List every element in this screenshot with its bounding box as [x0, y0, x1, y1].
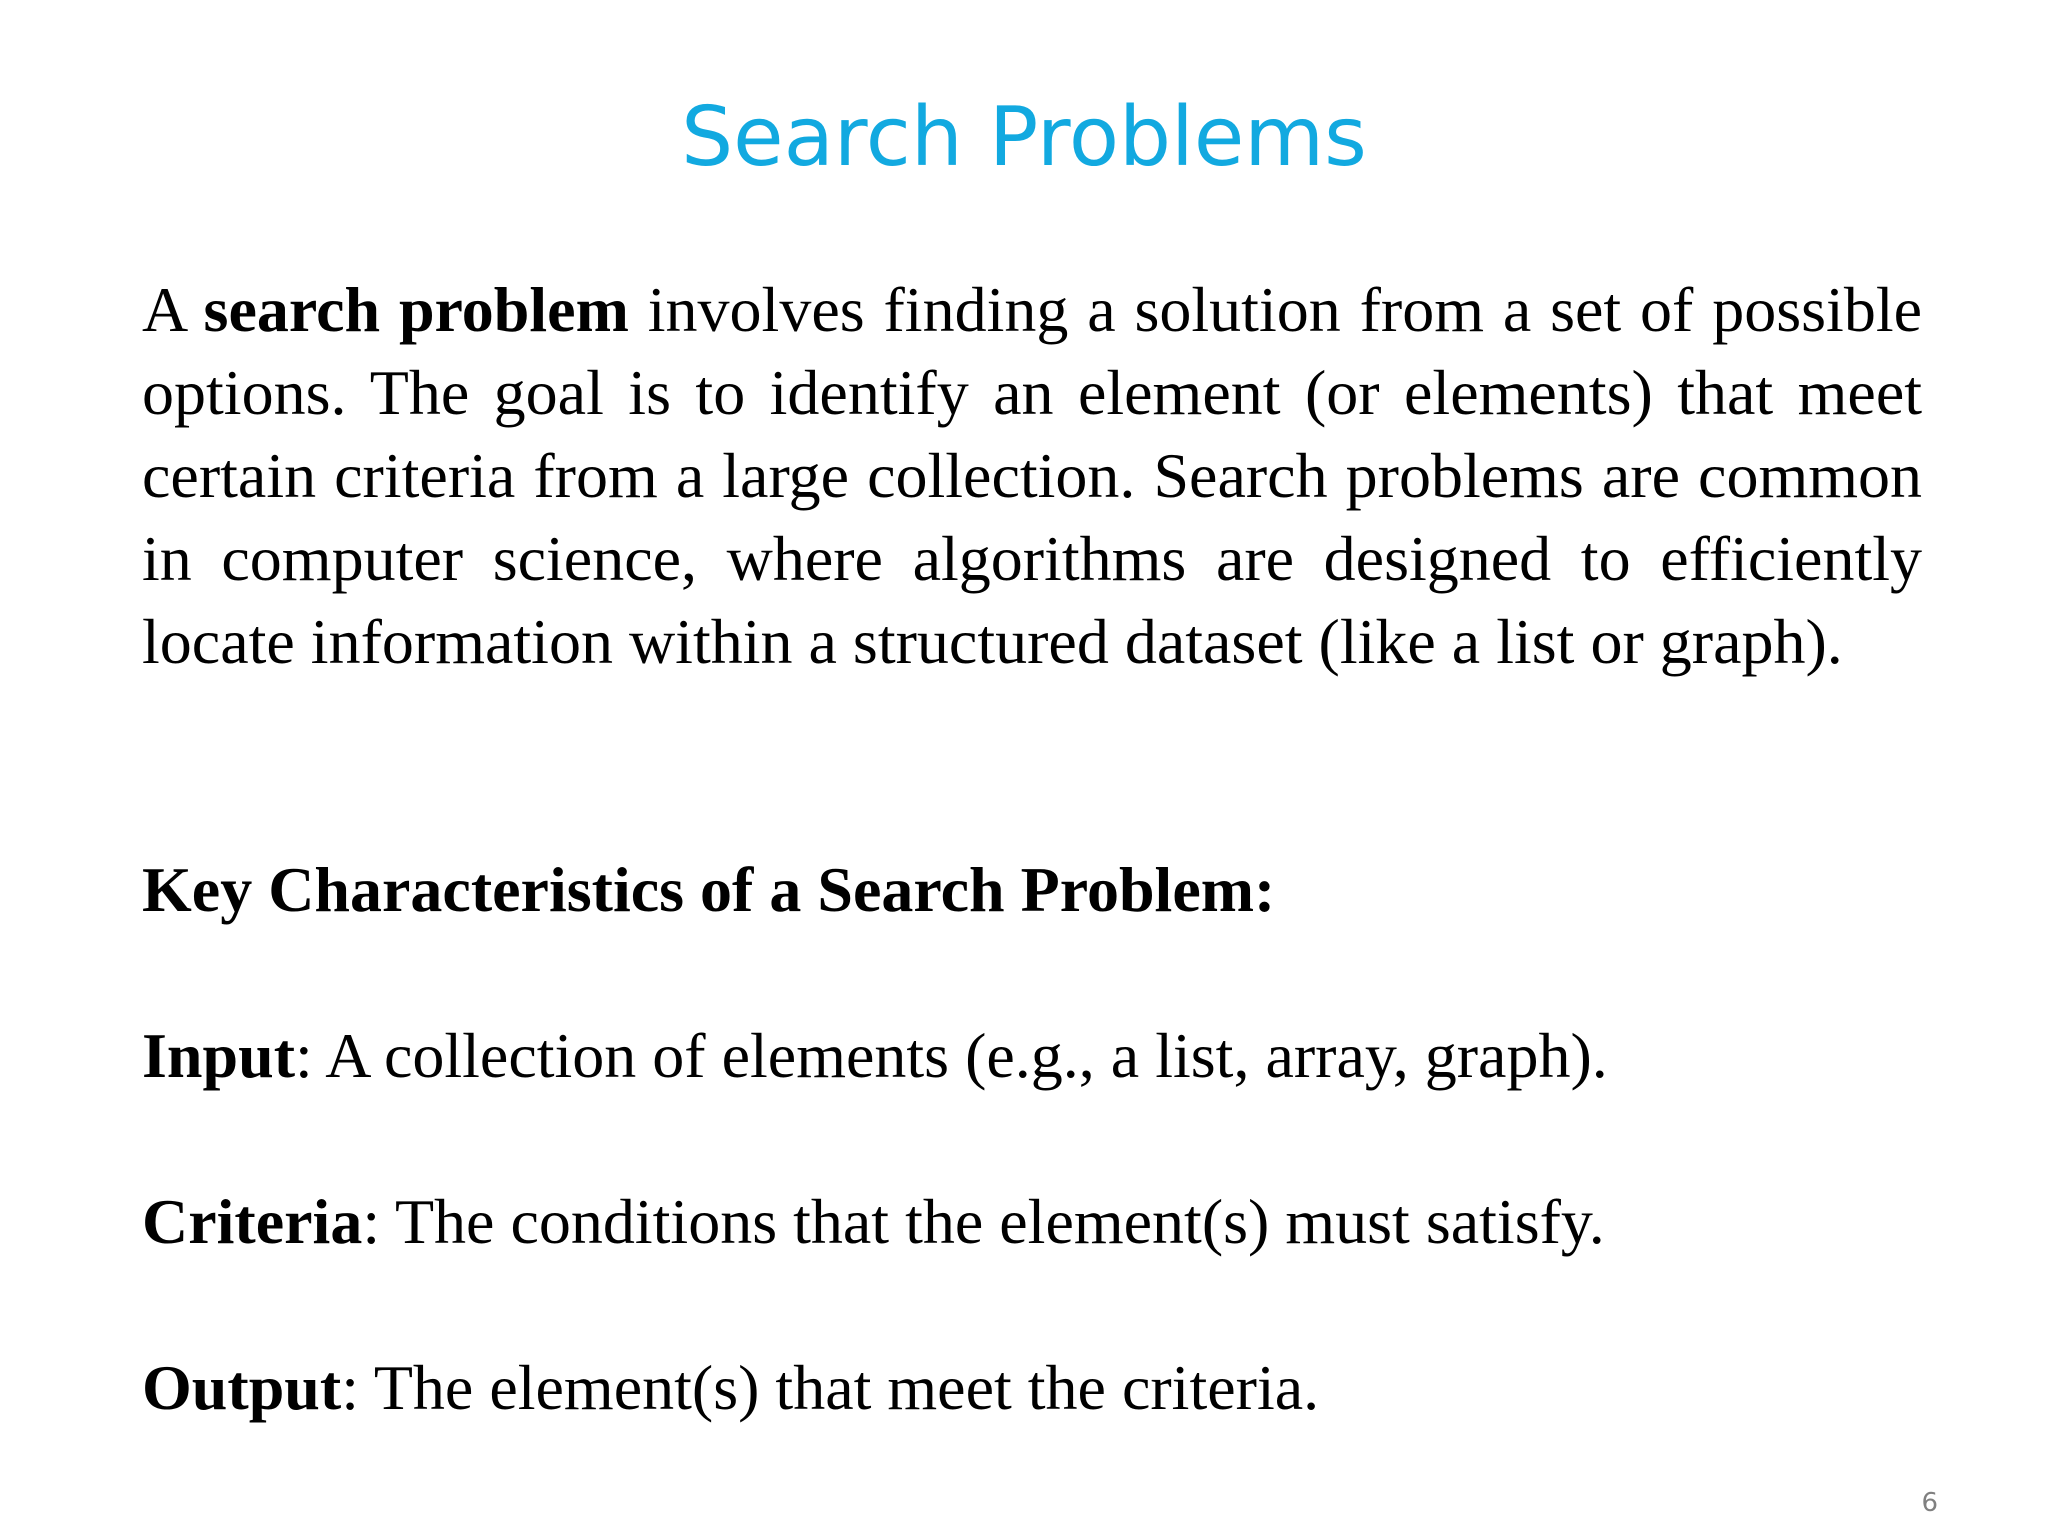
- slide-content: [142, 268, 1923, 1423]
- intro-rest: involves finding a solution from a set of possible options. The goal is to identify an element (or elements) that meet certain criteria from a large collection. Search problems are common in computer science, where algorithms are designed to efficiently locate information within a structured dataset (like a list or graph).: [142, 274, 1923, 677]
- characteristic-label: Criteria: [142, 1186, 363, 1257]
- characteristic-text: : A collection of elements (e.g., a list, array, graph).: [295, 1020, 1608, 1091]
- intro-lead: A: [142, 274, 204, 345]
- characteristic-text: : The element(s) that meet the criteria.: [341, 1352, 1320, 1423]
- intro-term: search problem: [203, 274, 629, 345]
- characteristic-input: [142, 1014, 1608, 1097]
- characteristic-output: [142, 1346, 1319, 1429]
- slide-title: Search Problems: [681, 90, 1367, 185]
- characteristic-label: Input: [142, 1020, 295, 1091]
- page-number: 6: [1921, 1488, 1938, 1518]
- characteristics-heading: Key Characteristics of a Search Problem:: [142, 854, 1276, 925]
- characteristic-text: : The conditions that the element(s) must satisfy.: [362, 1186, 1605, 1257]
- intro-paragraph: [142, 268, 1922, 683]
- characteristic-label: Output: [142, 1352, 342, 1423]
- characteristic-criteria: [142, 1180, 1605, 1263]
